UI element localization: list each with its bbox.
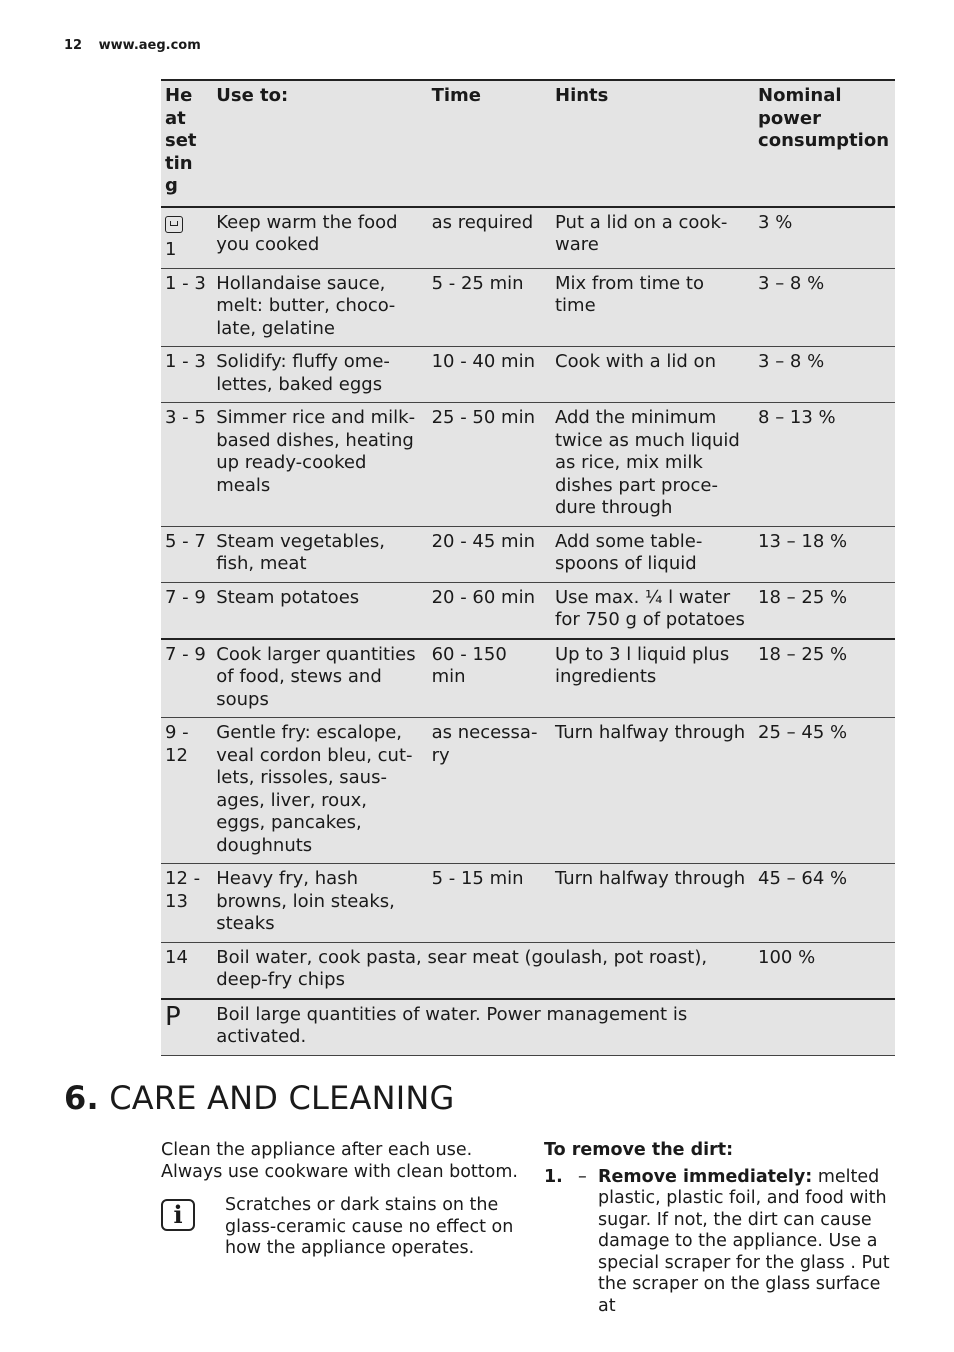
- table-row: 14 Boil water, cook pasta, sear meat (goulash, pot roast), deep-fry chips 100 %: [161, 942, 895, 999]
- table-row: 1 Keep warm the food you cooked as required Put a lid on a cookware 3 %: [161, 207, 895, 269]
- remove-dirt-title: To remove the dirt:: [544, 1140, 734, 1160]
- website-url[interactable]: www.aeg.com: [98, 38, 201, 53]
- header-hints: Hints: [555, 85, 609, 106]
- table-row: 12 - 13 Heavy fry, hash browns, loin steaks, steaks 5 - 15 min Turn halfway through 45 – 64 %: [161, 864, 895, 943]
- remove-dirt-section: [544, 1140, 894, 1317]
- table-header-row: [161, 80, 895, 207]
- power-boost-p-icon: P: [165, 1001, 181, 1032]
- header-use-to: Use to:: [216, 85, 289, 106]
- intro-text: Clean the appliance after each use. Always use cookware with clean bottom.: [161, 1140, 518, 1182]
- table-row: 3 - 5 Simmer rice and milkbased dishes, heating up ready-cooked meals 25 - 50 min Add the minimum twice as much liquid as rice, mix milk dishes part procedure through 8 – 13 %: [161, 403, 895, 527]
- table-row: 1 - 3 Solidify: fluffy omelettes, baked eggs 10 - 40 min Cook with a lid on 3 – 8 %: [161, 347, 895, 403]
- page-number: 12: [64, 38, 83, 53]
- header-time: Time: [431, 85, 481, 106]
- table-row: 7 - 9 Cook larger quantities of food, stews and soups 60 - 150 min Up to 3 l liquid plus ingredients 18 – 25 %: [161, 639, 895, 718]
- table-row: 5 - 7 Steam vegetables, fish, meat 20 - 45 min Add some tablespoons of liquid 13 – 18 %: [161, 526, 895, 582]
- info-note-text: Scratches or dark stains on the glass-ceramic cause no effect on how the appliance operates.: [225, 1195, 514, 1258]
- table-row: 9 - 12 Gentle fry: escalope, veal cordon bleu, cutlets, rissoles, sausages, liver, roux, eggs, pancakes, doughnuts as necessary Turn halfway through 25 – 45 %: [161, 718, 895, 864]
- header-power: Nominal power consumption: [758, 85, 890, 151]
- section-title: 6. CARE AND CLEANING: [64, 1079, 455, 1117]
- list-item: 1. – Remove immediately: melted plastic, plastic foil, and food with sugar. If not, the dirt can cause damage to the appliance. Use a special scraper for the glass . Put the scraper on the glass surface at: [544, 1166, 890, 1316]
- table-row: P Boil large quantities of water. Power management is activated.: [161, 999, 895, 1056]
- info-icon: i: [161, 1199, 195, 1231]
- table-row: 1 - 3 Hollandaise sauce, melt: butter, chocolate, gelatine 5 - 25 min Mix from time to time 3 – 8 %: [161, 268, 895, 347]
- header-heat-setting: He at set tin g: [165, 85, 197, 196]
- page-header: [64, 38, 201, 53]
- keep-warm-icon: [165, 216, 183, 233]
- heat-setting-table: [161, 79, 895, 1056]
- table-row: 7 - 9 Steam potatoes 20 - 60 min Use max. ¼ l water for 750 g of potatoes 18 – 25 %: [161, 582, 895, 639]
